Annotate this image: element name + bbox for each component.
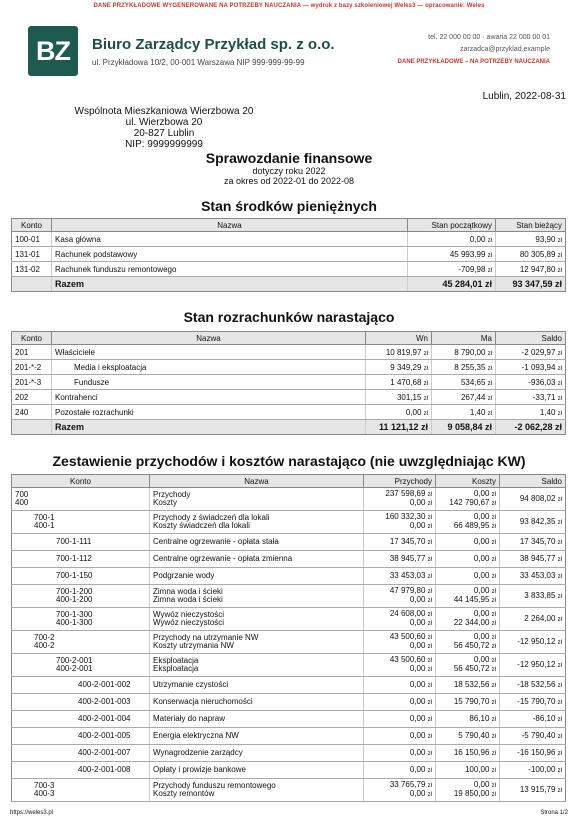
account-code: 131-01 <box>12 247 52 262</box>
saldo-value: 13 915,79 zł <box>500 779 566 802</box>
table-row <box>12 779 566 802</box>
wn-value: 10 819,97 zł <box>366 345 432 360</box>
total-ma: 9 058,84 zł <box>432 420 496 435</box>
account-name: Konserwacja nieruchomości <box>150 694 364 711</box>
account-code: 400-2-001-008 <box>12 762 150 779</box>
cost-value: 0,00 zł <box>436 568 500 585</box>
table-row <box>12 585 566 608</box>
cost-value: 100,00 zł <box>436 762 500 779</box>
cost-value: 86,10 zł <box>436 711 500 728</box>
col-header: Stan bieżący <box>496 219 566 232</box>
col-header: Konto <box>12 475 150 488</box>
current-balance: 93,90 zł <box>496 232 566 247</box>
cost-value: 5 790,40 zł <box>436 728 500 745</box>
account-name: Przychody na utrzymanie NW Koszty utrzymania NW <box>150 631 364 654</box>
table-row <box>12 375 566 390</box>
total-label: Razem <box>52 277 408 292</box>
account-code: 100-01 <box>12 232 52 247</box>
saldo-value: 93 842,35 zł <box>500 511 566 534</box>
account-code: 700-2 400-2 <box>12 631 150 654</box>
income-value: 33 765,79 zł 0,00 zł <box>364 779 436 802</box>
saldo-value: 2 264,00 zł <box>500 608 566 631</box>
current-balance: 12 947,80 zł <box>496 262 566 277</box>
account-name: Rachunek funduszu remontowego <box>52 262 408 277</box>
ma-value: 534,65 zł <box>432 375 496 390</box>
account-code: 700-1-112 <box>12 551 150 568</box>
start-balance: 45 993,99 zł <box>408 247 496 262</box>
report-year: dotyczy roku 2022 <box>252 166 326 176</box>
saldo-value: 33 453,03 zł <box>500 568 566 585</box>
ma-value: 8 255,35 zł <box>432 360 496 375</box>
account-name: Pozostałe rozrachunki <box>52 405 366 420</box>
col-header: Saldo <box>500 475 566 488</box>
cost-value: 0,00 zł <box>436 551 500 568</box>
table-row <box>12 711 566 728</box>
income-value: 0,00 zł <box>364 745 436 762</box>
table-row <box>12 694 566 711</box>
ma-value: 267,44 zł <box>432 390 496 405</box>
cost-value: 0,00 zł 56 450,72 zł <box>436 631 500 654</box>
saldo-value: -2 029,97 zł <box>496 345 566 360</box>
income-value: 237 598,69 zł 0,00 zł <box>364 488 436 511</box>
saldo-value: -12 950,12 zł <box>500 654 566 677</box>
company-name: Biuro Zarządcy Przykład sp. z o.o. <box>92 36 335 53</box>
recipient-street: ul. Wierzbowa 20 <box>125 117 203 128</box>
cash-section-title: Stan środków pieniężnych <box>201 198 377 214</box>
account-code: 700-1-150 <box>12 568 150 585</box>
ma-value: 8 790,00 zł <box>432 345 496 360</box>
recipient-city: 20-827 Lublin <box>133 128 195 139</box>
start-balance: -709,98 zł <box>408 262 496 277</box>
account-code: 400-2-001-002 <box>12 677 150 694</box>
income-value: 160 332,30 zł 0,00 zł <box>364 511 436 534</box>
account-code: 201 <box>12 345 52 360</box>
income-section-title: Zestawienie przychodów i kosztów narastająco (nie uwzględniając KW) <box>52 453 526 469</box>
start-balance: 0,00 zł <box>408 232 496 247</box>
account-name: Przychody funduszu remontowego Koszty remontów <box>150 779 364 802</box>
saldo-value: -18 532,56 zł <box>500 677 566 694</box>
account-code: 202 <box>12 390 52 405</box>
table-row <box>12 247 566 262</box>
cost-value: 0,00 zł <box>436 534 500 551</box>
company-contact <box>398 32 550 68</box>
table-row <box>12 488 566 511</box>
income-value: 24 608,00 zł 0,00 zł <box>364 608 436 631</box>
contact-note: DANE PRZYKŁADOWE – NA POTRZEBY NAUCZANIA <box>397 59 550 65</box>
saldo-value: 17 345,70 zł <box>500 534 566 551</box>
account-name: Materiały do napraw <box>150 711 364 728</box>
saldo-value: 1,40 zł <box>496 405 566 420</box>
current-balance: 80 305,89 zł <box>496 247 566 262</box>
account-name: Media i eksploatacja <box>52 360 366 375</box>
training-banner: DANE PRZYKŁADOWE WYGENEROWANE NA POTRZEBY NAUCZANIA — wydruk z bazy szkoleniowej Weles3 — opracowanie: Weles <box>93 3 485 9</box>
table-row <box>12 345 566 360</box>
account-code: 700-2-001 400-2-001 <box>12 654 150 677</box>
company-address: ul. Przykładowa 10/2, 00-001 Warszawa NIP 999-999-99-99 <box>92 58 305 67</box>
cost-value: 0,00 zł 142 790,67 zł <box>436 488 500 511</box>
total-wn: 11 121,12 zł <box>366 420 432 435</box>
account-code: 700-1 400-1 <box>12 511 150 534</box>
total-label: Razem <box>52 420 366 435</box>
total-row <box>12 277 566 292</box>
account-name: Właściciele <box>52 345 366 360</box>
account-code: 131-02 <box>12 262 52 277</box>
account-name: Zimna woda i ścieki Zimna woda i ścieki <box>150 585 364 608</box>
income-value: 38 945,77 zł <box>364 551 436 568</box>
account-name: Podgrzanie wody <box>150 568 364 585</box>
report-title: Sprawozdanie finansowe <box>205 150 373 166</box>
total-row <box>12 420 566 435</box>
account-code: 400-2-001-007 <box>12 745 150 762</box>
contact-email: zarzadca@przyklad.example <box>460 46 550 53</box>
wn-value: 1 470,68 zł <box>366 375 432 390</box>
account-code: 700-1-200 400-1-200 <box>12 585 150 608</box>
account-code: 700-3 400-3 <box>12 779 150 802</box>
report-period: za okres od 2022-01 do 2022-08 <box>223 176 355 186</box>
page-number: Strona 1/2 <box>540 810 568 816</box>
wn-value: 301,15 zł <box>366 390 432 405</box>
col-header: Stan początkowy <box>408 219 496 232</box>
income-cost-table <box>11 474 566 802</box>
account-name: Utrzymanie czystości <box>150 677 364 694</box>
income-value: 43 500,60 zł 0,00 zł <box>364 631 436 654</box>
saldo-value: -16 150,96 zł <box>500 745 566 762</box>
account-code: 201-*-3 <box>12 375 52 390</box>
total-saldo: -2 062,28 zł <box>496 420 566 435</box>
wn-value: 9 349,29 zł <box>366 360 432 375</box>
report-title-block <box>0 150 578 186</box>
income-value: 0,00 zł <box>364 762 436 779</box>
account-code: 400-2-001-005 <box>12 728 150 745</box>
account-name: Kasa główna <box>52 232 408 247</box>
table-row <box>12 262 566 277</box>
recipient-block <box>54 106 274 150</box>
account-name: Eksploatacja Eksploatacja <box>150 654 364 677</box>
table-row <box>12 745 566 762</box>
account-name: Kontrahenci <box>52 390 366 405</box>
cash-table <box>11 218 566 292</box>
saldo-value: -15 790,70 zł <box>500 694 566 711</box>
table-row <box>12 405 566 420</box>
saldo-value: -1 093,94 zł <box>496 360 566 375</box>
account-code: 240 <box>12 405 52 420</box>
account-code: 201-*-2 <box>12 360 52 375</box>
cost-value: 0,00 zł 66 489,95 zł <box>436 511 500 534</box>
table-row <box>12 762 566 779</box>
recipient-name: Wspólnota Mieszkaniowa Wierzbowa 20 <box>74 106 254 117</box>
recipient-nip: NIP: 9999999999 <box>125 139 203 150</box>
saldo-value: -5 790,40 zł <box>500 728 566 745</box>
total-start: 45 284,01 zł <box>408 277 496 292</box>
account-name: Wynagrodzenie zarządcy <box>150 745 364 762</box>
col-header: Nazwa <box>52 332 366 345</box>
account-code: 400-2-001-003 <box>12 694 150 711</box>
cost-value: 0,00 zł 22 344,00 zł <box>436 608 500 631</box>
table-row <box>12 551 566 568</box>
saldo-value: 3 833,85 zł <box>500 585 566 608</box>
account-code: 400-2-001-004 <box>12 711 150 728</box>
contact-phone: tel. 22 000 00 00 · awaria 22 000 00 01 <box>428 34 550 41</box>
income-value: 0,00 zł <box>364 694 436 711</box>
income-value: 17 345,70 zł <box>364 534 436 551</box>
footer-url[interactable]: https://weles3.pl <box>10 810 54 816</box>
col-header: Ma <box>432 332 496 345</box>
saldo-value: 94 808,02 zł <box>500 488 566 511</box>
col-header: Konto <box>12 332 52 345</box>
saldo-value: -86,10 zł <box>500 711 566 728</box>
income-value: 43 500,60 zł 0,00 zł <box>364 654 436 677</box>
account-name: Energia elektryczna NW <box>150 728 364 745</box>
cost-value: 16 150,96 zł <box>436 745 500 762</box>
cost-value: 0,00 zł 19 850,00 zł <box>436 779 500 802</box>
income-value: 47 979,80 zł 0,00 zł <box>364 585 436 608</box>
account-name: Rachunek podstawowy <box>52 247 408 262</box>
cost-value: 15 790,70 zł <box>436 694 500 711</box>
account-name: Przychody z świadczeń dla lokali Koszty świadczeń dla lokali <box>150 511 364 534</box>
income-value: 0,00 zł <box>364 728 436 745</box>
saldo-value: -936,03 zł <box>496 375 566 390</box>
table-row <box>12 534 566 551</box>
ma-value: 1,40 zł <box>432 405 496 420</box>
saldo-value: 38 945,77 zł <box>500 551 566 568</box>
table-row <box>12 232 566 247</box>
col-header: Nazwa <box>150 475 364 488</box>
saldo-value: -12 950,12 zł <box>500 631 566 654</box>
saldo-value: -100,00 zł <box>500 762 566 779</box>
table-row <box>12 608 566 631</box>
col-header: Wn <box>366 332 432 345</box>
account-code: 700 400 <box>12 488 150 511</box>
total-current: 93 347,59 zł <box>496 277 566 292</box>
income-value: 0,00 zł <box>364 677 436 694</box>
account-name: Opłaty i prowizje bankowe <box>150 762 364 779</box>
col-header: Nazwa <box>52 219 408 232</box>
account-name: Centralne ogrzewanie - opłata stała <box>150 534 364 551</box>
table-row <box>12 511 566 534</box>
table-row <box>12 390 566 405</box>
account-name: Centralne ogrzewanie - opłata zmienna <box>150 551 364 568</box>
col-header: Przychody <box>364 475 436 488</box>
col-header: Saldo <box>496 332 566 345</box>
wn-value: 0,00 zł <box>366 405 432 420</box>
account-code: 700-1-111 <box>12 534 150 551</box>
document-date: Lublin, 2022-08-31 <box>482 91 566 102</box>
table-row <box>12 728 566 745</box>
income-value: 0,00 zł <box>364 711 436 728</box>
account-name: Przychody Koszty <box>150 488 364 511</box>
table-row <box>12 631 566 654</box>
cost-value: 0,00 zł 44 145,95 zł <box>436 585 500 608</box>
cost-value: 0,00 zł 56 450,72 zł <box>436 654 500 677</box>
account-code: 700-1-300 400-1-300 <box>12 608 150 631</box>
account-name: Wywóz nieczystości Wywóz nieczystości <box>150 608 364 631</box>
table-row <box>12 677 566 694</box>
company-header <box>28 26 556 76</box>
col-header: Koszty <box>436 475 500 488</box>
table-row <box>12 654 566 677</box>
table-row <box>12 568 566 585</box>
account-name: Fundusze <box>52 375 366 390</box>
settlements-table <box>11 331 566 435</box>
table-row <box>12 360 566 375</box>
col-header: Konto <box>12 219 52 232</box>
income-value: 33 453,03 zł <box>364 568 436 585</box>
settlements-section-title: Stan rozrachunków narastająco <box>183 309 395 325</box>
cost-value: 18 532,56 zł <box>436 677 500 694</box>
saldo-value: -33,71 zł <box>496 390 566 405</box>
company-logo: BZ <box>28 26 78 76</box>
